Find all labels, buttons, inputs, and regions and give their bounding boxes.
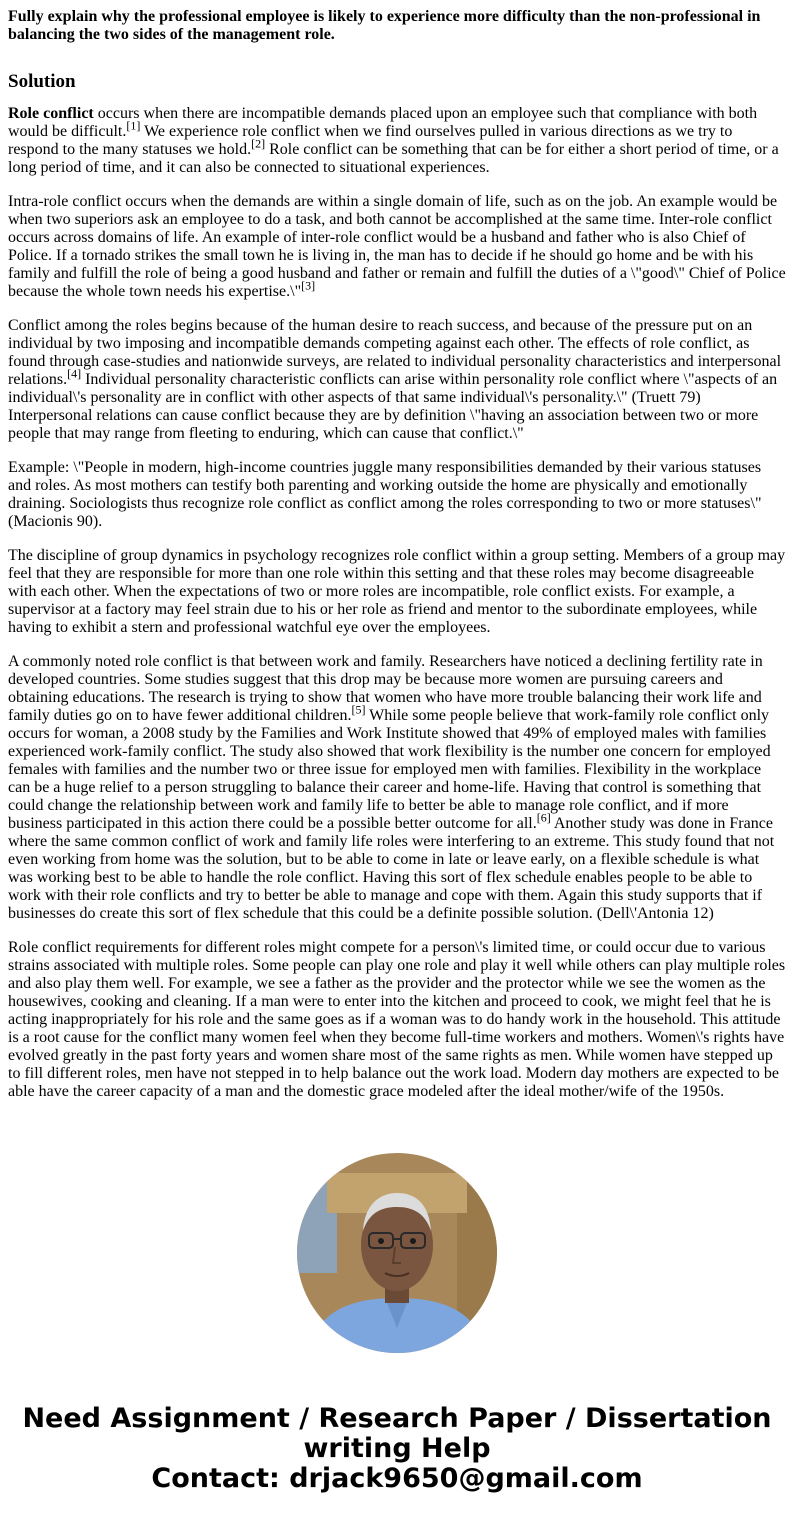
paragraph-text: occurs when there are incompatible demands placed upon an employee such that compliance with both would be difficult. — [8, 105, 758, 140]
term-role-conflict: Role conflict — [8, 105, 94, 122]
paragraph-conflict-among-roles — [8, 317, 786, 443]
solution-heading: Solution — [8, 71, 76, 92]
paragraph-role-requirements: Role conflict requirements for different roles might compete for a person\'s limited time, or could occur due to various strains associated with multiple roles. Some people can play one role and play it well while others can play multiple roles and also play them well. For example, we see a father as the provider and the protector while we see the women as the housewives, cooking and cleaning. If a man were to enter into the kitchen and proceed to cook, we might feel that he is acting inappropriately for his role and the same goes as if a woman was to do handy work in the household. This attitude is a root cause for the conflict many women feel when they become full-time workers and mothers. Women\'s rights have evolved greatly in the past forty years and women share most of the same rights as men. While women have stepped up to fill different roles, men have not stepped in to help balance out the work load. Modern day mothers are expected to be able have the career capacity of a man and the domestic grace modeled after the ideal mother/wife of the 1950s. — [8, 939, 786, 1100]
footer-line-help: writing Help — [303, 1433, 491, 1464]
paragraph-intra-inter-role — [8, 193, 786, 301]
citation-ref[interactable]: [5] — [351, 702, 366, 717]
paragraph-text: A commonly noted role conflict is that between work and family. Researchers have noticed a declining fertility rate in developed countries. Some studies suggest that this drop may be because more women are pursuing careers and obtaining educations. The research is trying to show that women who have more trouble balancing their work life and family duties go on to have fewer additional children. — [8, 653, 763, 724]
paragraph-text: Conflict among the roles begins because of the human desire to reach success, and because of the pressure put on an individual by two imposing and incompatible demands competing against each other. The effects of role conflict, as found through case-studies and nationwide surveys, are related to individual personality characteristics and interpersonal relations. — [8, 317, 782, 388]
portrait-illustration — [297, 1153, 497, 1353]
citation-ref[interactable]: [3] — [301, 278, 316, 293]
footer-line-contact-email[interactable]: Contact: drjack9650@gmail.com — [151, 1463, 643, 1494]
paragraph-text: Intra-role conflict occurs when the demands are within a single domain of life, such as on the job. An example would be when two superiors ask an employee to do a task, and both cannot be accomplished at the same time. Inter-role conflict occurs across domains of life. An example of inter-role conflict would be a husband and father who is also Chief of Police. If a tornado strikes the small town he is living in, the man has to decide if he should go home and be with his family and fulfill the role of being a good husband and father or remain and fulfill the duties of a \"good\" Chief of Police because the whole town needs his expertise.\" — [8, 193, 786, 300]
paragraph-work-family — [8, 653, 786, 923]
citation-ref[interactable]: [1] — [126, 118, 141, 133]
avatar-photo — [297, 1153, 497, 1353]
paragraph-role-conflict-definition — [8, 105, 786, 177]
paragraph-group-dynamics: The discipline of group dynamics in psychology recognizes role conflict within a group setting. Members of a group may feel that they are responsible for more than one role within this setting and that these roles may become disagreeable with each other. When the expectations of two or more roles are incompatible, role conflict exists. For example, a supervisor at a factory may feel strain due to his or her role as friend and mentor to the subordinate employees, while having to exhibit a stern and professional watchful eye over the employees. — [8, 547, 786, 636]
citation-ref[interactable]: [6] — [536, 810, 551, 825]
footer-contact-banner — [0, 1404, 794, 1494]
paragraph-text: Individual personality characteristic conflicts can arise within personality role conflict where \"aspects of an individual\'s personality are in conflict with other aspects of that same individual\'s personality.\" (Truett 79) Interpersonal relations can cause conflict because they are by definition \"having an association between two or more people that may range from fleeting to enduring, which can cause that conflict.\" — [8, 371, 778, 442]
citation-ref[interactable]: [2] — [251, 136, 266, 151]
paragraph-example: Example: \"People in modern, high-income countries juggle many responsibilities demanded by their various statuses and roles. As most mothers can testify both parenting and working outside the home are physically and emotionally draining. Sociologists thus recognize role conflict as conflict among the roles corresponding to two or more statuses\" (Macionis 90). — [8, 459, 762, 530]
paragraph-text: Another study was done in France where the same common conflict of work and family life roles were interfering to an extreme. This study found that not even working from home was the solution, but to be able to come in late or leave early, on a flexible schedule is what was working best to be able to handle the role conflict. Having this sort of flex schedule enables people to be able to work with their role conflicts and try to better be able to manage and cope with them. Again this study supports that if businesses do create this sort of flex schedule that this could be a definite possible solution. (Dell\'Antonia 12) — [8, 815, 775, 922]
solution-body — [8, 105, 786, 1191]
paragraph-text: Role conflict can be something that can be for either a short period of time, or a long period of time, and it can also be connected to situational experiences. — [8, 141, 779, 176]
paragraph-text: We experience role conflict when we find ourselves pulled in various directions as we try to respond to the many statuses we hold. — [8, 123, 733, 158]
document-page — [8, 0, 786, 1191]
question-text: Fully explain why the professional employee is likely to experience more difficulty than the non-professional in balancing the two sides of the management role. — [8, 8, 761, 43]
paragraph-text: While some people believe that work-family role conflict only occurs for woman, a 2008 study by the Families and Work Institute showed that 49% of employed males with families experienced work-family conflict. The study also showed that work flexibility is the number one concern for employed females with families and the number two or three issue for employed men with families. Flexibility in the workplace can be a huge relief to a person struggling to balance their career and home-life. Having that control is something that could change the relationship between work and family life to better be able to manage role conflict, and if more business participated in this action there could be a possible better outcome for all. — [8, 707, 771, 832]
citation-ref[interactable]: [4] — [67, 366, 82, 381]
footer-line-assignment: Need Assignment / Research Paper / Dissertation — [22, 1403, 772, 1434]
